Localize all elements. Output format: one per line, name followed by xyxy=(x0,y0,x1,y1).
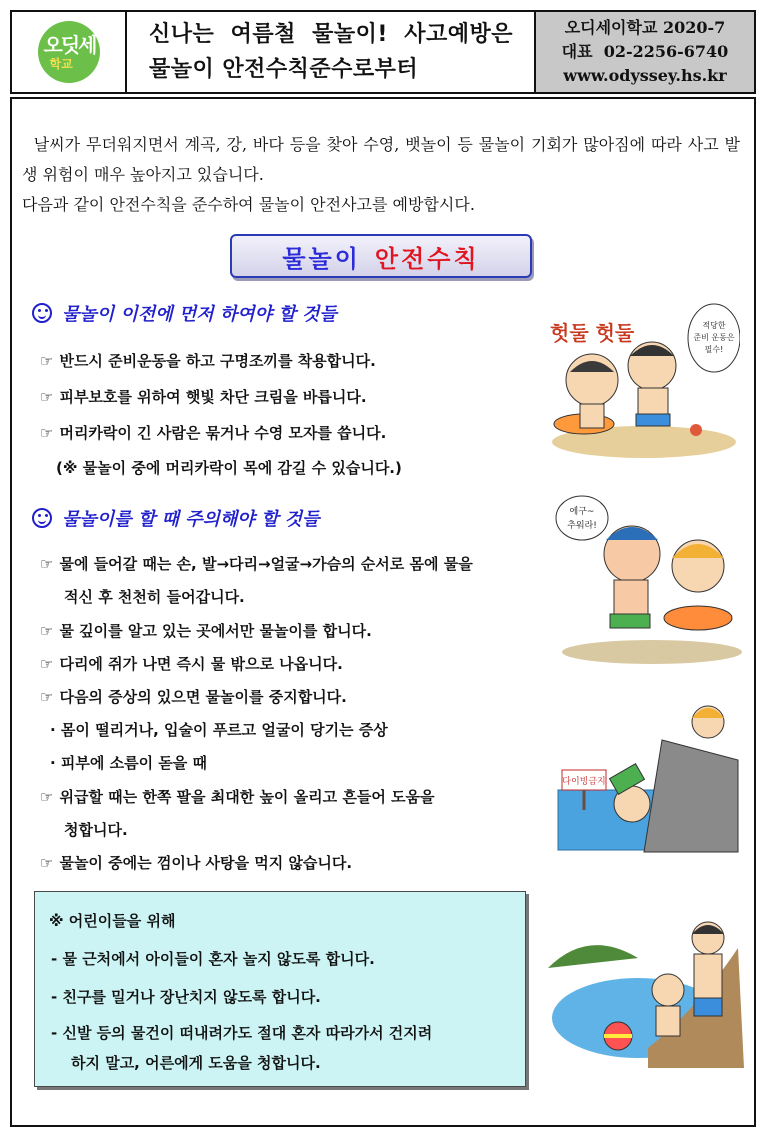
rule-item xyxy=(40,852,352,873)
rule-text: 반드시 준비운동을 하고 구명조끼를 착용합니다. xyxy=(59,352,376,370)
rule-text-continued: 청합니다. xyxy=(64,821,128,839)
diving-illustration xyxy=(552,700,742,860)
intro-paragraph-1: 날씨가 무더워지면서 계곡, 강, 바다 등을 찾아 수영, 뱃놀이 등 물놀이 기회가 많아짐에 따라 사고 발생 위험이 매우 높아지고 있습니다. xyxy=(22,135,740,184)
bubble-text-line: 추워라! xyxy=(567,521,597,531)
bubble-text-line: 에구~ xyxy=(569,507,595,517)
symptom-item: · 몸이 떨리거나, 입술이 푸르고 얼굴이 당기는 증상 xyxy=(50,721,388,739)
rule-text-continued: 적신 후 천천히 들어갑니다. xyxy=(64,588,245,606)
rule-item xyxy=(40,786,435,807)
rule-item xyxy=(40,620,372,641)
smiley-icon xyxy=(32,303,52,323)
pointing-hand-icon: ☞ xyxy=(40,688,54,706)
page-header xyxy=(10,10,756,94)
rule-text: 물 깊이를 알고 있는 곳에서만 물놀이를 합니다. xyxy=(59,622,372,640)
rule-text: 물놀이 중에는 껌이나 사탕을 먹지 않습니다. xyxy=(59,854,353,872)
children-note-box xyxy=(34,891,526,1087)
section-during-title-text: 물놀이를 할 때 주의해야 할 것들 xyxy=(62,509,320,530)
children-note-item: - 친구를 밀거나 장난치지 않도록 합니다. xyxy=(51,988,321,1006)
children-note-item: - 물 근처에서 아이들이 혼자 놀지 않도록 합니다. xyxy=(51,950,375,968)
pointing-hand-icon: ☞ xyxy=(40,854,54,872)
exclaim-text: 헛둘 헛둘 xyxy=(550,321,635,345)
school-phone: 대표 02-2256-6740 xyxy=(561,42,729,61)
pointing-hand-icon: ☞ xyxy=(40,424,54,442)
bubble-text-line: 적당한 xyxy=(702,321,726,330)
rule-text: 피부보호를 위하여 햇빛 차단 크림을 바릅니다. xyxy=(59,388,367,406)
cold-water-illustration xyxy=(552,488,744,666)
children-note-item: - 신발 등의 물건이 떠내려가도 절대 혼자 따라가서 건지려 xyxy=(51,1024,433,1042)
rule-text: 위급할 때는 한쪽 팔을 최대한 높이 올리고 흔들어 도움을 xyxy=(59,788,435,806)
pointing-hand-icon: ☞ xyxy=(40,555,54,573)
rule-item xyxy=(40,553,473,574)
children-note-item-continued: 하지 말고, 어른에게 도움을 청합니다. xyxy=(71,1054,321,1072)
bubble-text-line: 필수! xyxy=(704,345,724,354)
bubble-text-line: 준비 운동은 xyxy=(693,333,735,342)
header-info xyxy=(536,12,754,92)
title-line-2: 물놀이 안전수칙준수로부터 xyxy=(149,57,419,82)
rule-item xyxy=(40,686,347,707)
symptom-item: · 피부에 소름이 돋을 때 xyxy=(50,754,207,772)
banner-text-1: 물놀이 xyxy=(282,244,361,273)
no-diving-sign: 다이빙금지 xyxy=(562,777,606,787)
rule-text: 다음의 증상의 있으면 물놀이를 중지합니다. xyxy=(59,688,347,706)
school-issue: 오디세이학교 2020-7 xyxy=(564,18,726,37)
rule-text: 다리에 쥐가 나면 즉시 물 밖으로 나옵니다. xyxy=(59,655,343,673)
section-during-title xyxy=(32,505,319,531)
title-line-1: 신나는 여름철 물놀이! 사고예방은 xyxy=(149,22,514,47)
rule-item xyxy=(40,386,367,407)
rule-note: (※ 물놀이 중에 머리카락이 목에 감길 수 있습니다.) xyxy=(56,459,402,477)
pointing-hand-icon: ☞ xyxy=(40,622,54,640)
pointing-hand-icon: ☞ xyxy=(40,788,54,806)
logo-text-main: 오딧세 xyxy=(43,33,96,57)
smiley-icon xyxy=(32,508,52,528)
pointing-hand-icon: ☞ xyxy=(40,655,54,673)
intro-text xyxy=(22,130,740,220)
logo-text-sub: 학교 xyxy=(49,57,73,71)
intro-paragraph-2: 다음과 같이 안전수칙을 준수하여 물놀이 안전사고를 예방합시다. xyxy=(22,195,475,214)
header-title xyxy=(127,12,536,92)
safety-rules-banner xyxy=(230,234,532,278)
banner-text-2: 안전수칙 xyxy=(374,244,480,273)
rule-text: 머리카락이 긴 사람은 묶거나 수영 모자를 씁니다. xyxy=(59,424,387,442)
school-logo xyxy=(38,21,100,83)
warmup-illustration xyxy=(544,292,740,462)
section-before-title xyxy=(32,300,337,326)
rule-item xyxy=(40,350,376,371)
rule-item xyxy=(40,422,386,443)
rule-item xyxy=(40,653,343,674)
supervision-illustration xyxy=(548,908,744,1068)
rule-text: 물에 들어갈 때는 손, 발→다리→얼굴→가슴의 순서로 몸에 물을 xyxy=(59,555,473,573)
school-logo-cell xyxy=(12,12,127,92)
section-before-title-text: 물놀이 이전에 먼저 하여야 할 것들 xyxy=(62,304,337,325)
pointing-hand-icon: ☞ xyxy=(40,352,54,370)
children-note-title: ※ 어린이들을 위해 xyxy=(49,912,176,930)
pointing-hand-icon: ☞ xyxy=(40,388,54,406)
school-website: www.odyssey.hs.kr xyxy=(563,66,727,85)
